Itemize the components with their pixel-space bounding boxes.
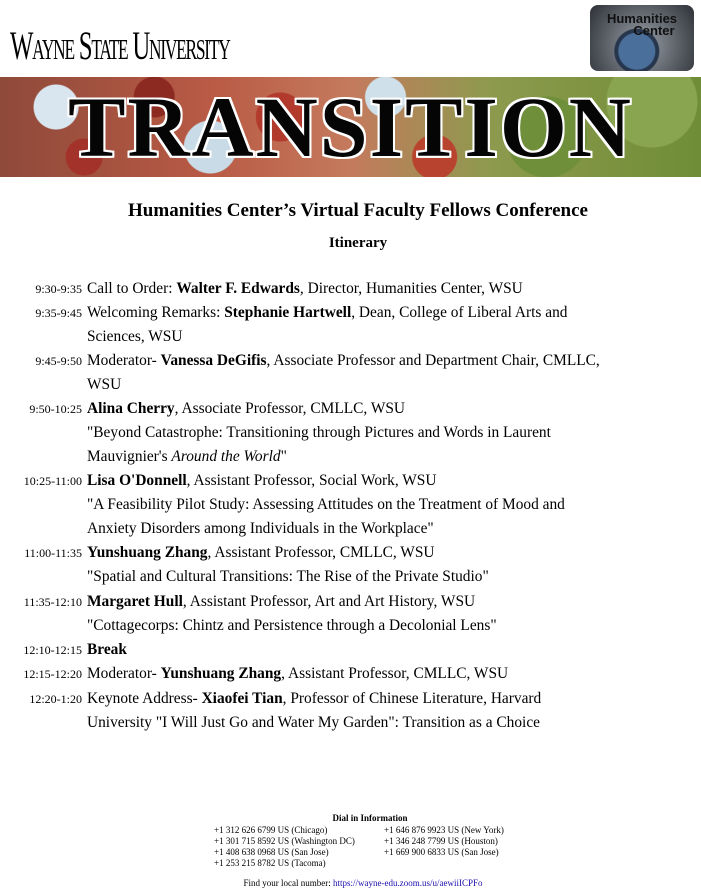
dial-in-number: +1 669 900 6833 US (San Jose) <box>384 847 499 857</box>
schedule-time: 9:45-9:50 <box>35 354 82 368</box>
schedule-time: 12:20-1:20 <box>29 692 82 706</box>
talk-title: "A Feasibility Pilot Study: Assessing Attitudes on the Treatment of Mood and Anxiety Disorders among Individuals in the Workplace" <box>87 496 565 537</box>
local-number-line <box>0 878 701 888</box>
schedule-time: 9:35-9:45 <box>35 306 82 320</box>
schedule-time: 12:10-12:15 <box>23 643 82 657</box>
schedule-description: Alina Cherry, Associate Professor, CMLLC, WSU "Beyond Catastrophe: Transitioning through Pictures and Words in Laurent Mauvignier's Around the World" <box>87 400 551 465</box>
schedule-description: Call to Order: Walter F. Edwards, Director, Humanities Center, WSU <box>87 280 523 297</box>
dial-in-number: +1 253 215 8782 US (Tacoma) <box>214 858 326 868</box>
schedule-time: 9:50-10:25 <box>29 402 82 416</box>
talk-title: "Spatial and Cultural Transitions: The Rise of the Private Studio" <box>87 568 489 585</box>
speaker-name: Vanessa DeGifis <box>160 352 267 369</box>
speaker-name: Yunshuang Zhang <box>160 665 282 682</box>
hc-logo-line1: Humanities <box>606 11 678 26</box>
dial-in-number: +1 646 876 9923 US (New York) <box>384 825 504 835</box>
schedule-time: 12:15-12:20 <box>23 667 82 681</box>
schedule-time: 11:00-11:35 <box>24 546 82 560</box>
dial-in-numbers-left <box>214 825 355 869</box>
speaker-name: Yunshuang Zhang <box>87 544 208 561</box>
schedule-description: Moderator- Vanessa DeGifis, Associate Professor and Department Chair, CMLLC, WSU <box>87 352 600 393</box>
speaker-name: Alina Cherry <box>87 400 175 417</box>
transition-banner <box>0 77 701 177</box>
dial-in-numbers-right <box>384 825 504 858</box>
talk-title: "Cottagecorps: Chintz and Persistence through a Decolonial Lens" <box>87 617 497 634</box>
wayne-state-university-logo: Wayne State University <box>10 23 230 68</box>
schedule-description: Yunshuang Zhang, Assistant Professor, CMLLC, WSU "Spatial and Cultural Transitions: The Rise of the Private Studio" <box>87 544 489 585</box>
schedule-time: 10:25-11:00 <box>23 474 82 488</box>
dial-in-number: +1 408 638 0968 US (San Jose) <box>214 847 329 857</box>
dial-in-title: Dial in Information <box>332 813 408 823</box>
schedule-time: 9:30-9:35 <box>35 282 82 296</box>
itinerary-heading: Itinerary <box>328 235 388 251</box>
schedule-description: Welcoming Remarks: Stephanie Hartwell, Dean, College of Liberal Arts and Sciences, WSU <box>87 304 568 345</box>
humanities-center-logo <box>590 5 694 71</box>
local-number-label: Find your local number: <box>243 878 333 888</box>
speaker-name: Stephanie Hartwell <box>224 304 352 321</box>
hc-logo-line2: Center <box>633 23 675 38</box>
local-number-link[interactable]: https://wayne-edu.zoom.us/u/aewiiICPFo <box>333 878 483 888</box>
speaker-name: Margaret Hull <box>87 593 183 610</box>
talk-title: "Beyond Catastrophe: Transitioning through Pictures and Words in Laurent Mauvignier's Around the World" <box>87 424 551 465</box>
break-label: Break <box>87 641 127 658</box>
banner-title: TRANSITION <box>68 79 633 175</box>
schedule-description: Moderator- Yunshuang Zhang, Assistant Professor, CMLLC, WSU <box>87 665 509 682</box>
dial-in-number: +1 346 248 7799 US (Houston) <box>384 836 498 846</box>
schedule-description: Keynote Address- Xiaofei Tian, Professor of Chinese Literature, Harvard University "I Will Just Go and Water My Garden": Transition as a Choice <box>87 690 542 731</box>
dial-in-number: +1 301 715 8592 US (Washington DC) <box>214 836 355 846</box>
speaker-name: Xiaofei Tian <box>201 690 283 707</box>
schedule-description: Margaret Hull, Assistant Professor, Art and Art History, WSU "Cottagecorps: Chintz and Persistence through a Decolonial Lens" <box>87 593 497 634</box>
dial-in-number: +1 312 626 6799 US (Chicago) <box>214 825 328 835</box>
speaker-name: Walter F. Edwards <box>176 280 300 297</box>
schedule-time: 11:35-12:10 <box>23 595 82 609</box>
conference-title: Humanities Center’s Virtual Faculty Fellows Conference <box>128 200 588 221</box>
schedule-description: Lisa O'Donnell, Assistant Professor, Social Work, WSU "A Feasibility Pilot Study: Assessing Attitudes on the Treatment of Mood and Anxiety Disorders among Individuals in the Workplace" <box>87 472 565 537</box>
schedule-description <box>87 638 607 662</box>
speaker-name: Lisa O'Donnell <box>87 472 187 489</box>
